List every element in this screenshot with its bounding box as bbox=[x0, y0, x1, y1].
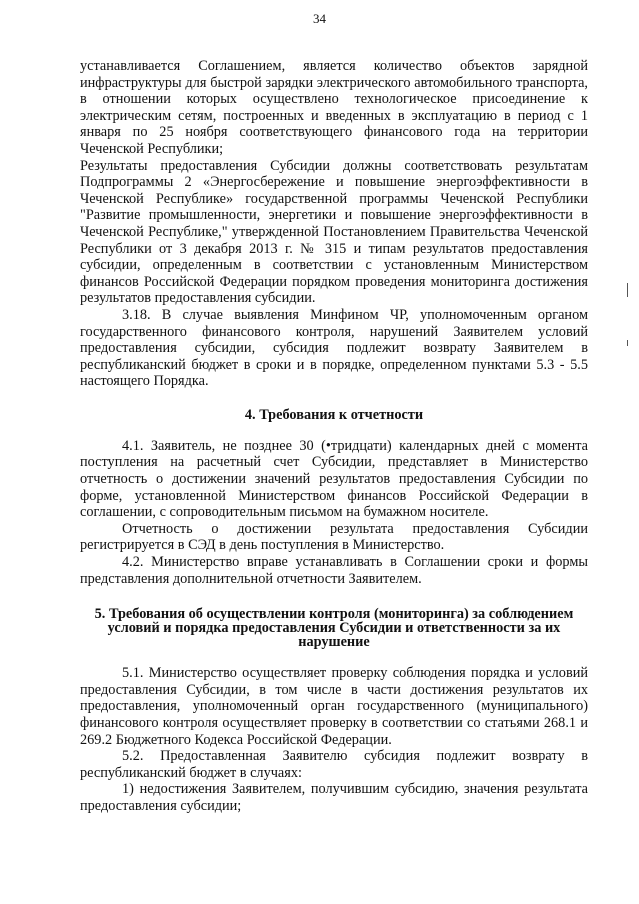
paragraph-4-1: 4.1. Заявитель, не позднее 30 (•тридцати) календарных дней с момента поступления на расчетный счет Субсидии, представляет в Министерство отчетность о достижении значений результатов предоставления Субсидии по форме, установленной Министерством финансов Российской Федерации в соглашении, с сопроводительным письмом на бумажном носителе. bbox=[80, 437, 588, 521]
paragraph-5-2-1: 1) недостижения Заявителем, получившим субсидию, значения результата предоставления субсидии; bbox=[80, 781, 588, 814]
document-body bbox=[80, 58, 588, 815]
paragraph-4-1-registration: Отчетность о достижении результата предоставления Субсидии регистрируется в СЭД в день поступления в Министерство. bbox=[80, 520, 588, 554]
page-number: 34 bbox=[313, 11, 326, 26]
paragraph-objects-count: устанавливается Соглашением, является количество объектов зарядной инфраструктуры для быстрой зарядки электрического автомобильного транспорта, в отношении которых осуществлено технологическое присоединение к электрическим сетям, построенных и введенных в эксплуатацию в период с 1 января по 25 ноября соответствующего финансового года на территории Чеченской Республики; bbox=[80, 58, 588, 157]
paragraph-results: Результаты предоставления Субсидии должны соответствовать результатам Подпрограммы 2 «Энергосбережение и повышение энергоэффективности в Чеченской Республике» государственной программы Чеченской Республики "Развитие промышленности, энергетики и повышение энергоэффективности в Чеченской Республике," утвержденной Постановлением Правительства Чеченской Республики от 3 декабря 2013 г. № 315 и типам результатов предоставления субсидии, определенным в соответствии с установленным Министерством финансов Российской Федерации порядком проведения мониторинга достижения результатов предоставления субсидии. bbox=[80, 157, 588, 307]
section-4-title: 4. Требования к отчетности bbox=[244, 406, 424, 423]
paragraph-4-2: 4.2. Министерство вправе устанавливать в Соглашении сроки и формы представления дополнительной отчетности Заявителем. bbox=[80, 554, 588, 587]
paragraph-5-2: 5.2. Предоставленная Заявителю субсидия подлежит возврату в республиканский бюджет в случаях: bbox=[80, 748, 588, 781]
paragraph-5-1: 5.1. Министерство осуществляет проверку соблюдения порядка и условий предоставления Субсидии, в том числе в части достижения результатов их предоставления, уполномоченный орган государственного (муниципального) финансового контроля осуществляет проверку в соответствии со статьями 268.1 и 269.2 Бюджетного Кодекса Российской Федерации. bbox=[80, 665, 588, 748]
paragraph-3-18: 3.18. В случае выявления Минфином ЧР, уполномоченным органом государственного финансового контроля, нарушений Заявителем условий предоставления субсидии, субсидия подлежит возврату Заявителем в республиканский бюджет в сроки и в порядке, определенном пунктами 5.3 - 5.5 настоящего Порядка. bbox=[80, 306, 588, 390]
scan-margin-mark bbox=[627, 283, 628, 297]
section-5-title: 5. Требования об осуществлении контроля (мониторинга) за соблюдением условий и порядка предоставления Субсидии и ответственности за их нарушение bbox=[94, 606, 574, 651]
scan-margin-mark bbox=[627, 340, 628, 346]
